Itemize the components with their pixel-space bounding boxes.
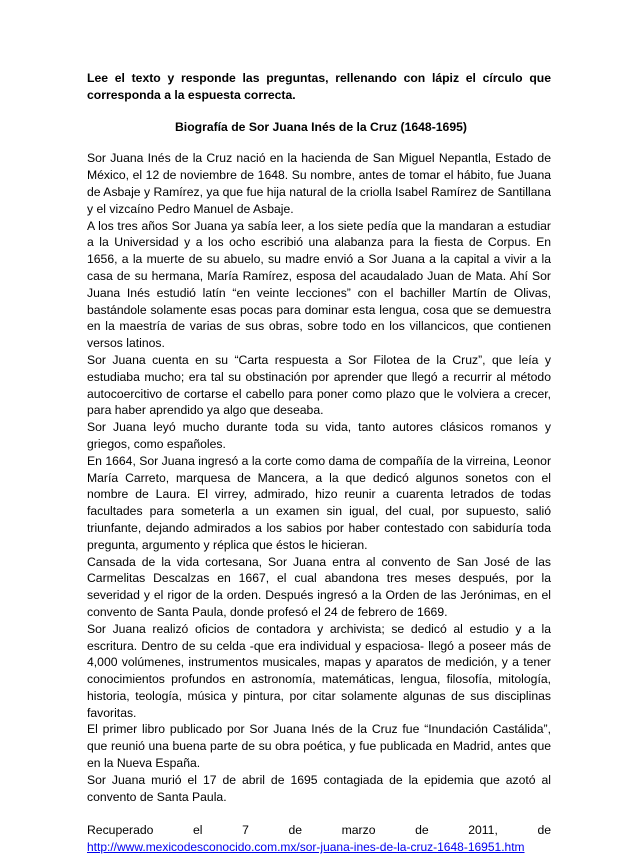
source-link[interactable]: http://www.mexicodesconocido.com.mx/sor-juana-ines-de-la-cruz-1648-16951.htm [87,840,525,855]
source-word: Recuperado [87,823,154,838]
source-word: el [193,823,203,838]
source-word: 2011, [468,823,498,838]
paragraph-first-book: El primer libro publicado por Sor Juana Inés de la Cruz fue “Inundación Castálida”, que reunió una buena parte de su obra poética, y fue publicada en Madrid, antes que en la Nueva España. [87,722,551,771]
paragraph-convent: Cansada de la vida cortesana, Sor Juana entra al convento de San José de las Carmelitas Descalzas en 1667, el cual abandona tres meses después, por la severidad y el rigor de la orden. Después ingresó a la Orden de las Jerónimas, en el convento de Santa Paula, donde profesó el 24 de febrero de 1669. [87,554,551,619]
instructions: Lee el texto y responde las preguntas, rellenando con lápiz el círculo que corresponda a la espuesta correcta. [87,71,551,102]
paragraph-reading: Sor Juana leyó mucho durante toda su vida, tanto autores clásicos romanos y griegos, como españoles. [87,420,551,451]
source-word: de [288,823,303,838]
paragraph-carta: Sor Juana cuenta en su “Carta respuesta a Sor Filotea de la Cruz”, que leía y estudiaba mucho; era tal su obstinación por aprender que llegó a recurrir al método autocoercitivo de cortarse el cabello para poner como plazo que le volviera a crecer, para haber aprendido ya algo que deseaba. [87,352,551,418]
paragraph-court: En 1664, Sor Juana ingresó a la corte como dama de compañía de la virreina, Leonor María Carreto, marquesa de Mancera, a la que dedicó algunos sonetos con el nombre de Laura. El virrey, admirado, hizo reunir a cuarenta letrados de todas facultades para someterla a un examen sin igual, del cual, por supuesto, salió triunfante, dejando admirados a los sabios por haber contestado con sabiduría toda pregunta, argumento y réplica que éstos le hicieran. [87,453,551,552]
source-word: de [537,823,551,838]
paragraph-death: Sor Juana murió el 17 de abril de 1695 contagiada de la epidemia que azotó al convento de Santa Paula. [87,772,551,804]
paragraph-childhood: A los tres años Sor Juana ya sabía leer, a los siete pedía que la mandaran a estudiar a la Universidad y a los ocho escribió una alabanza para la fiesta de Corpus. En 1656, a la muerte de su abuelo, su madre envió a Sor Juana a la capital a vivir a la casa de su hermana, María Ramírez, esposa del acaudalado Juan de Mata. Ahí Sor Juana Inés estudió latín “en veinte lecciones” con el bachiller Martín de Olivas, bastándole solamente esas pocas para dominar esta lengua, cosa que se demuestra en la maestría de varias de sus obras, sobre todo en los villancicos, que contienen versos latinos. [87,218,551,351]
paragraph-studies: Sor Juana realizó oficios de contadora y archivista; se dedicó al estudio y a la escritura. Dentro de su celda -que era individual y espaciosa- llegó a poseer más de 4,000 volúmenes, instrumentos musicales, mapas y aparatos de medición, y a tener conocimientos profundos en astronomía, matemáticas, lengua, filosofía, mitología, historia, teología, música y pintura, por citar solamente algunas de sus disciplinas favoritas. [87,621,551,720]
paragraph-birth: Sor Juana Inés de la Cruz nació en la hacienda de San Miguel Nepantla, Estado de México, el 12 de noviembre de 1648. Su nombre, antes de tomar el hábito, fue Juana de Asbaje y Ramírez, ya que fue hija natural de la criolla Isabel Ramírez de Santillana y el vizcaíno Pedro Manuel de Asbaje. [87,151,551,216]
document-title: Biografía de Sor Juana Inés de la Cruz (1648-1695) [175,119,467,134]
document-content [87,70,551,856]
source-word: de [415,823,429,838]
source-word: 7 [242,823,249,838]
source-citation [87,822,551,839]
source-word: marzo [341,823,376,838]
